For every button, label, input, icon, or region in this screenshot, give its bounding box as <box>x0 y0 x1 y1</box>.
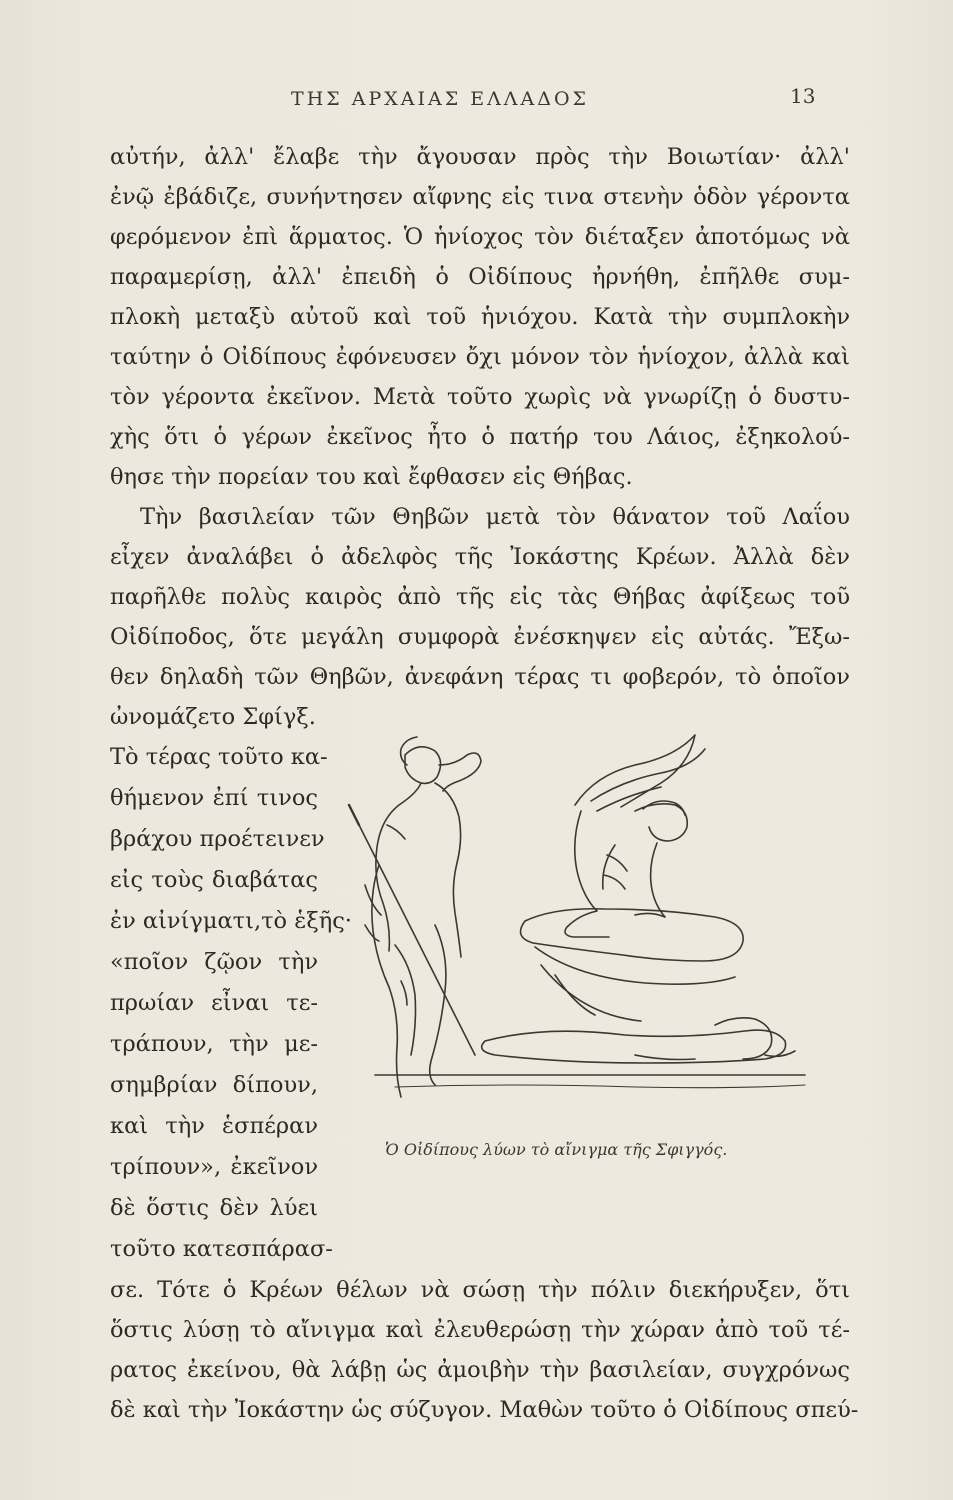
text-line: δὲ καὶ τὴν Ἰοκάστην ὡς σύζυγον. Μαθὼν τοῦτο ὁ Οἰδίπους σπεύ- <box>110 1397 859 1423</box>
figure-caption: Ὁ Οἰδίπους λύων τὸ αἴνιγμα τῆς Σφιγγός. <box>385 1140 728 1159</box>
text-line: Τὴν βασιλείαν τῶν Θηβῶν μετὰ τὸν θάνατον τοῦ Λαΐου <box>140 504 850 530</box>
column-line: πρωίαν εἶναι τε- <box>110 990 318 1016</box>
text-line: θησε τὴν πορείαν του καὶ ἔφθασεν εἰς Θήβας. <box>110 464 633 490</box>
column-line: βράχου προέτεινεν <box>110 826 325 852</box>
text-line: χὴς ὅτι ὁ γέρων ἐκεῖνος ἦτο ὁ πατήρ του Λάιος, ἐξηκολού- <box>110 424 850 450</box>
text-line: παρῆλθε πολὺς καιρὸς ἀπὸ τῆς εἰς τὰς Θήβας ἀφίξεως τοῦ <box>110 584 850 610</box>
rock <box>521 909 744 961</box>
column-line: ἐν αἰνίγματι,τὸ ἑξῆς· <box>110 908 352 934</box>
oedipus-figure <box>365 737 481 1097</box>
column-line: τοῦτο κατεσπάρασ- <box>110 1236 333 1262</box>
column-line: τράπουν, τὴν με- <box>110 1031 318 1057</box>
text-line: ὠνομάζετο Σφίγξ. <box>110 704 316 730</box>
column-line: θήμενον ἐπί τινος <box>110 785 318 811</box>
column-line: δὲ ὅστις δὲν λύει <box>110 1195 318 1221</box>
column-line: εἰς τοὺς διαβάτας <box>110 867 318 893</box>
column-line: καὶ τὴν ἑσπέραν <box>110 1113 318 1139</box>
column-line: τρίπουν», ἐκεῖνον <box>110 1154 318 1180</box>
text-line: θεν δηλαδὴ τῶν Θηβῶν, ἀνεφάνη τέρας τι φοβερόν, τὸ ὁποῖον <box>110 664 850 690</box>
sphinx-figure <box>565 735 705 937</box>
text-line: εἶχεν ἀναλάβει ὁ ἀδελφὸς τῆς Ἰοκάστης Κρέων. Ἀλλὰ δὲν <box>110 544 850 570</box>
oedipus-sphinx-illustration <box>335 725 830 1145</box>
running-head: ΤΗΣ ΑΡΧΑΙΑΣ ΕΛΛΑΔΟΣ <box>291 88 589 110</box>
column-line: σημβρίαν δίπουν, <box>110 1072 318 1098</box>
text-line: ρατος ἐκείνου, θὰ λάβῃ ὡς ἀμοιβὴν τὴν βασιλείαν, συγχρόνως <box>110 1357 850 1383</box>
text-line: παραμερίσῃ, ἀλλ' ἐπειδὴ ὁ Οἰδίπους ἠρνήθη, ἐπῆλθε συμ- <box>110 264 850 290</box>
column-line: Τὸ τέρας τοῦτο κα- <box>110 744 328 770</box>
column-line: «ποῖον ζῷον τὴν <box>110 949 318 975</box>
text-line: τὸν γέροντα ἐκεῖνον. Μετὰ τοῦτο χωρὶς νὰ γνωρίζῃ ὁ δυστυ- <box>110 384 850 410</box>
text-line: σε. Τότε ὁ Κρέων θέλων νὰ σώσῃ τὴν πόλιν διεκήρυξεν, ὅτι <box>110 1277 850 1303</box>
page-number: 13 <box>790 84 816 108</box>
text-line: πλοκὴ μεταξὺ αὐτοῦ καὶ τοῦ ἡνιόχου. Κατὰ τὴν συμπλοκὴν <box>110 304 850 330</box>
text-line: ὅστις λύσῃ τὸ αἴνιγμα καὶ ἐλευθερώσῃ τὴν χώραν ἀπὸ τοῦ τέ- <box>110 1317 850 1343</box>
text-line: ταύτην ὁ Οἰδίπους ἐφόνευσεν ὄχι μόνον τὸν ἡνίοχον, ἀλλὰ καὶ <box>110 344 850 370</box>
text-line: Οἰδίποδος, ὅτε μεγάλη συμφορὰ ἐνέσκηψεν εἰς αὐτάς. Ἔξω- <box>110 624 850 650</box>
text-line: ἐνῷ ἐβάδιζε, συνήντησεν αἴφνης εἰς τινα στενὴν ὁδὸν γέροντα <box>110 184 850 210</box>
text-line: φερόμενον ἐπὶ ἅρματος. Ὁ ἡνίοχος τὸν διέταξεν ἀποτόμως νὰ <box>110 224 850 250</box>
fallen-figure <box>482 1030 786 1063</box>
text-line: αὐτήν, ἀλλ' ἔλαβε τὴν ἄγουσαν πρὸς τὴν Βοιωτίαν· ἀλλ' <box>110 144 850 170</box>
